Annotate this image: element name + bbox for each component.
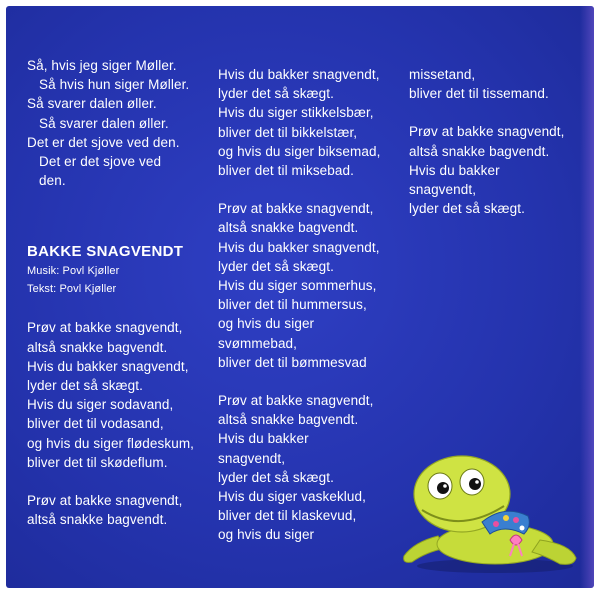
lyric-line: og hvis du siger flødeskum, [27,435,195,451]
lyric-line: og hvis du siger [218,316,315,332]
lyric-line: missetand, [409,67,476,82]
booklet-page [6,6,594,588]
music-credit: Musik: Povl Kjøller [27,265,120,278]
lyrics-column-3 [409,65,564,218]
lyric-line: og hvis du siger [218,527,315,543]
lyric-line: Prøv at bakke snagvendt, [218,201,374,217]
lyric-line: bliver det til miksebad. [218,163,354,179]
lyric-line: altså snakke bagvendt. [218,220,359,236]
lyric-line: Prøv at bakke snagvendt, [409,124,565,140]
frog-puppet-icon [400,444,580,574]
lyric-line: Så hvis hun siger Møller. [39,77,190,93]
lyric-line: altså snakke bagvendt. [409,143,550,159]
lyrics-column-2 [218,65,380,545]
lyric-line: Så svarer dalen øller. [27,96,157,112]
stanza [27,491,194,529]
song-header [27,242,194,298]
lyric-line: altså snakke bagvendt. [27,339,168,355]
lyric-line: Prøv at bakke snagvendt, [27,493,183,509]
stanza [218,391,380,545]
lyrics-column-1 [27,56,194,529]
lyric-line: altså snakke bagvendt. [27,512,168,528]
lyric-line: lyder det så skægt. [409,201,525,217]
page-edge [580,6,594,588]
lyric-line: bliver det til bikkelstær, [218,124,358,140]
lyric-line: snagvendt, [409,182,477,198]
lyric-line: Det er det sjove ved [39,154,162,170]
lyric-line: bliver det til skødeflum. [27,454,168,470]
stanza [218,199,380,372]
lyric-line: den. [39,173,66,189]
stanza [409,122,564,218]
lyric-line: Prøv at bakke snagvendt, [218,393,374,409]
lyric-line: Det er det sjove ved den. [27,134,180,150]
lyric-line: Hvis du bakker snagvendt, [218,239,380,255]
lyric-line: bliver det til klaskevud, [218,508,357,524]
stanza [409,65,564,103]
lyric-line: snagvendt, [218,450,286,466]
lyric-line: Hvis du bakker snagvendt, [218,67,380,82]
lyric-line: bliver det til bømmesvad [218,354,367,370]
lyric-line: svømmebad, [218,335,298,351]
lyric-line: Hvis du siger sodavand, [27,397,174,413]
lyric-line: Hvis du bakker [218,431,309,447]
lyric-line: Prøv at bakke snagvendt, [27,320,183,336]
lyrics-credit: Tekst: Povl Kjøller [27,283,117,296]
stanza [218,65,380,180]
lyric-line: Hvis du bakker [409,162,500,178]
lyric-line: Så svarer dalen øller. [39,115,169,131]
lyric-line: lyder det så skægt. [218,469,334,485]
lyric-line: bliver det til hummersus, [218,297,367,313]
lyric-line: lyder det så skægt. [218,258,334,274]
lyric-line: bliver det til tissemand. [409,86,549,102]
lyric-line: lyder det så skægt. [27,378,143,394]
lyric-line: Hvis du siger stikkelsbær, [218,105,374,121]
lyric-line: og hvis du siger biksemad, [218,143,381,159]
song-title: BAKKE SNAGVENDT [27,243,184,261]
lyric-line: bliver det til vodasand, [27,416,164,432]
lyric-line: lyder det så skægt. [218,86,334,102]
stanza [27,318,194,472]
lyric-line: Så, hvis jeg siger Møller. [27,58,177,73]
previous-song-ending [27,56,194,190]
lyric-line: altså snakke bagvendt. [218,412,359,428]
lyric-line: Hvis du bakker snagvendt, [27,358,189,374]
lyric-line: Hvis du siger vaskeklud, [218,489,366,505]
lyric-line: Hvis du siger sommerhus, [218,278,377,294]
